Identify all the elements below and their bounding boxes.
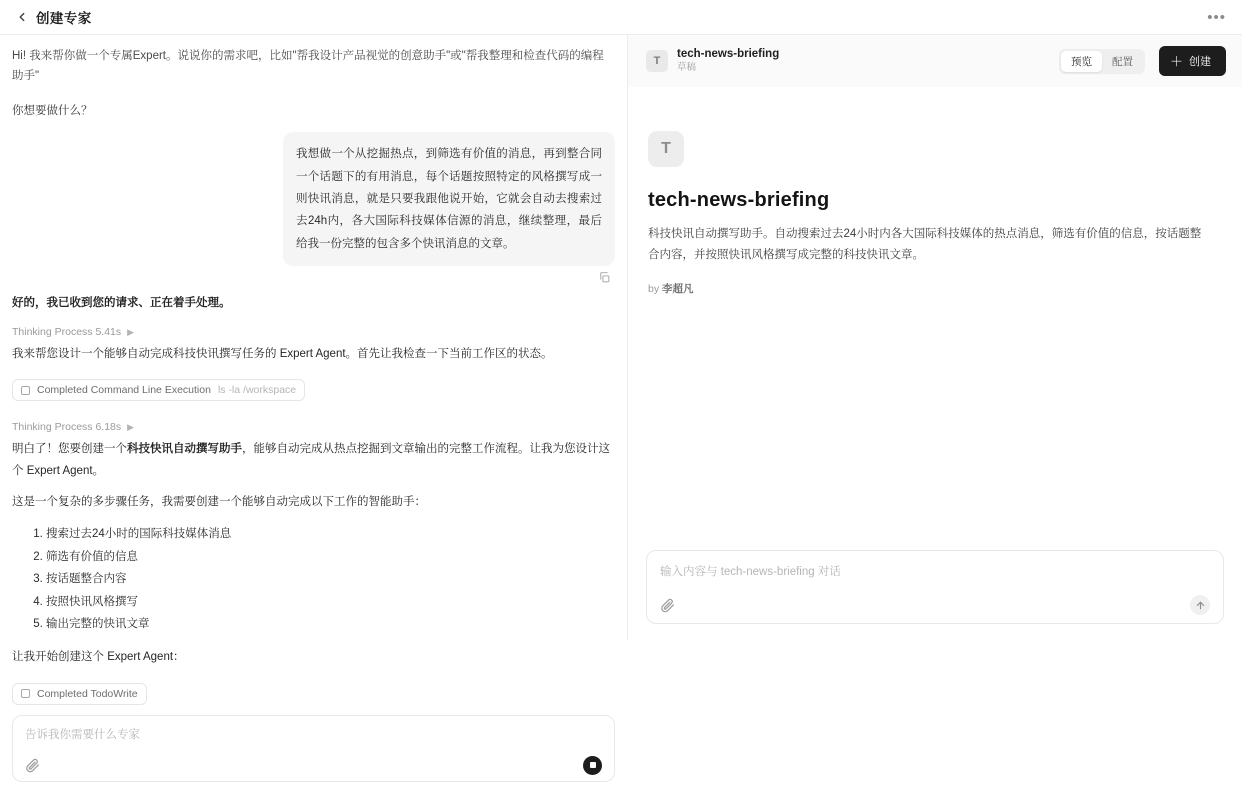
thinking-label-1: Thinking Process 5.41s xyxy=(12,326,122,339)
user-message-row xyxy=(12,132,615,266)
chat-pane xyxy=(0,34,628,741)
list-item: 4. 按照快讯风格撰写 xyxy=(46,591,615,613)
chevron-right-icon: ▶ xyxy=(127,421,135,432)
preview-composer[interactable] xyxy=(646,550,1224,624)
assistant-insight xyxy=(12,439,615,482)
chat-scroll-area[interactable] xyxy=(0,35,627,715)
tool-call-todowrite[interactable] xyxy=(12,683,147,705)
list-item: 5. 输出完整的快讯文章 xyxy=(46,613,615,635)
back-icon[interactable] xyxy=(14,9,30,25)
copy-icon[interactable] xyxy=(598,271,611,284)
plus-icon: ＋ xyxy=(1169,53,1183,69)
tab-preview[interactable]: 预览 xyxy=(1061,51,1102,72)
tool-call-label-1: Completed Command Line Execution xyxy=(37,384,211,397)
expert-detail xyxy=(628,189,1242,296)
project-status: 草稿 xyxy=(677,62,697,74)
preview-header xyxy=(628,35,1242,87)
thinking-process-1[interactable] xyxy=(12,326,615,338)
thinking-label-2: Thinking Process 6.18s xyxy=(12,421,122,434)
tool-call-args-1: ls -la /workspace xyxy=(217,384,297,397)
checklist-icon xyxy=(21,689,30,698)
project-name: tech-news-briefing xyxy=(677,47,780,60)
assistant-ack: 好的，我已收到您的请求、正在着手处理。 xyxy=(12,297,231,310)
stop-generation-button[interactable] xyxy=(583,756,602,775)
expert-author xyxy=(648,281,1222,296)
user-message: 我想做一个从挖掘热点，到筛选有价值的消息，再到整合同一个话题下的有用消息，每个话题按照特定的风格撰写成一则快讯消息，就是只要我跟他说开始，它就会自动去搜索过去24h内，各大国际科技媒体信源的消息，继续整理，最后给我一份完整的包含多个快讯消息的文章。 xyxy=(283,132,615,266)
insight-bold: 科技快讯自动撰写助手 xyxy=(127,443,242,456)
expert-description: 科技快讯自动撰写助手。自动搜索过去24小时内各大国际科技媒体的热点消息，筛选有价值的信息，按话题整合内容，并按照快讯风格撰写成完整的科技快讯文章。 xyxy=(648,228,1202,262)
create-button-label: 创建 xyxy=(1189,56,1211,68)
list-item: 3. 按话题整合内容 xyxy=(46,568,615,590)
project-meta xyxy=(677,47,779,75)
message-actions xyxy=(12,271,611,284)
preview-tabs xyxy=(1059,49,1145,74)
preview-composer-toolbar xyxy=(660,595,1210,615)
main-split xyxy=(0,34,1242,741)
paperclip-icon[interactable] xyxy=(660,598,675,613)
assistant-plan: 我来帮您设计一个能够自动完成科技快讯撰写任务的 Expert Agent。首先让我检查一下当前工作区的状态。 xyxy=(12,348,553,361)
send-button[interactable] xyxy=(1190,595,1210,615)
create-button[interactable] xyxy=(1159,46,1226,76)
preview-composer-wrap xyxy=(628,540,1242,640)
author-prefix: by xyxy=(648,282,660,295)
assistant-start-line: 让我开始创建这个 Expert Agent： xyxy=(12,651,185,664)
assistant-task-line: 这是一个复杂的多步骤任务，我需要创建一个能够自动完成以下工作的智能助手： xyxy=(12,496,426,508)
list-item: 1. 搜索过去24小时的国际科技媒体消息 xyxy=(46,523,615,545)
tab-config[interactable]: 配置 xyxy=(1111,55,1133,68)
paperclip-icon[interactable] xyxy=(25,758,40,773)
insight-head: 明白了！您要创建一个 xyxy=(12,443,127,456)
insight-tail: ，能够自动完成从热点挖掘到文章输出的完整工作流程。让我为您设计这个 Expert Agent。 xyxy=(12,443,610,477)
preview-pane xyxy=(628,34,1242,640)
chat-composer[interactable] xyxy=(12,715,615,782)
chevron-right-icon: ▶ xyxy=(127,326,135,337)
assistant-question: 你想要做什么？ xyxy=(12,105,93,118)
thinking-process-2[interactable] xyxy=(12,421,615,433)
top-bar xyxy=(0,0,1242,34)
project-avatar: T xyxy=(646,50,668,72)
preview-content xyxy=(628,87,1242,540)
chat-composer-toolbar xyxy=(25,756,602,775)
more-horizontal-icon[interactable]: ••• xyxy=(1207,8,1226,26)
list-item: 2. 筛选有价值的信息 xyxy=(46,546,615,568)
assistant-step-list xyxy=(12,523,615,635)
terminal-icon xyxy=(21,386,30,395)
chat-composer-wrap xyxy=(0,715,627,792)
expert-title: tech-news-briefing xyxy=(648,189,830,211)
author-name: 李超凡 xyxy=(662,282,694,295)
assistant-intro: Hi! 我来帮你做一个专属Expert。说说你的需求吧，比如"帮我设计产品视觉的创意助手"或"帮我整理和检查代码的编程助手" xyxy=(12,50,604,82)
expert-avatar: T xyxy=(648,131,684,167)
tool-call-command-line[interactable] xyxy=(12,379,305,401)
preview-input-placeholder[interactable]: 输入内容与 tech-news-briefing 对话 xyxy=(660,566,841,578)
tool-call-label-2: Completed TodoWrite xyxy=(37,687,138,700)
chat-input-placeholder[interactable]: 告诉我你需要什么专家 xyxy=(25,728,140,741)
page-title: 创建专家 xyxy=(36,11,92,26)
